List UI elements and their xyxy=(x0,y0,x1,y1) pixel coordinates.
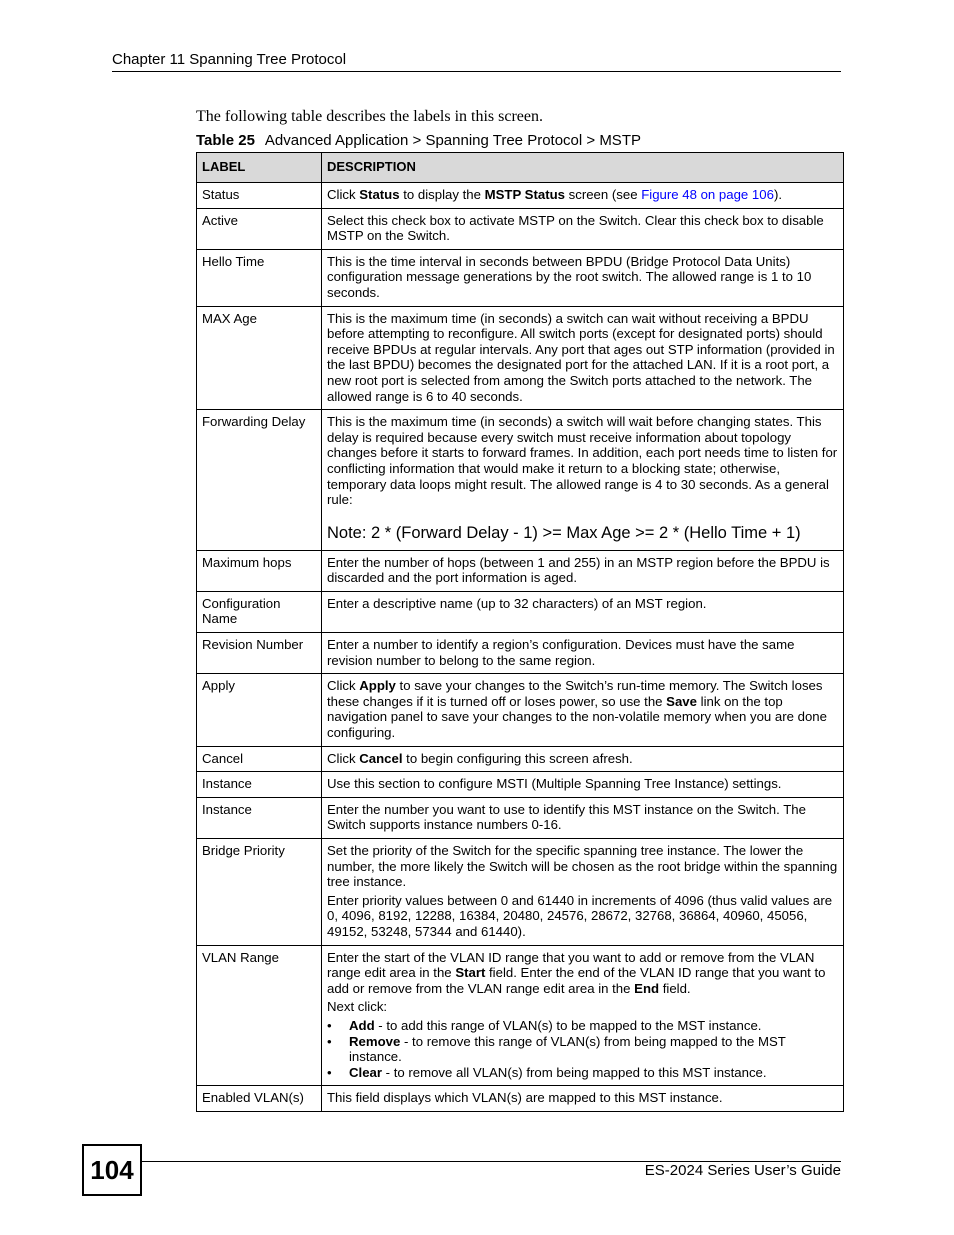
table-row xyxy=(197,945,844,1086)
row-label: Instance xyxy=(197,797,322,838)
row-description: This field displays which VLAN(s) are mapped to this MST instance. xyxy=(322,1086,844,1112)
list-item: • Add - to add this range of VLAN(s) to be mapped to the MST instance. xyxy=(327,1017,762,1033)
bullet-icon: • xyxy=(327,1064,332,1080)
table-row xyxy=(197,410,844,551)
row-description: Select this check box to activate MSTP on the Switch. Clear this check box to disable MSTP on the Switch. xyxy=(322,208,844,249)
row-description: This is the maximum time (in seconds) a switch can wait without receiving a BPDU before attempting to reconfigure. All switch ports (except for designated ports) should receive BPDUs at regular intervals. Any port that ages out STP information (provided in the last BPDU) becomes the designated port for the attached LAN. If it is a root port, a new root port is selected from among the Switch ports attached to the network. The allowed range is 6 to 40 seconds. xyxy=(322,306,844,410)
row-description: Enter the start of the VLAN ID range that you want to add or remove from the VLAN range edit area in the Start field. Enter the end of the VLAN ID range that you want to add or remove from the VLAN range edit area in the End field. Next click: • Add - to add this range of VLAN(s) to be mapped to the MST instance. • Remove - to remove this range of VLAN(s) from being mapped to the MST instance. • Clear - to remove all VLAN(s) from being mapped to this MST instance. xyxy=(322,945,844,1086)
row-description: Click Apply to save your changes to the Switch’s run-time memory. The Switch loses these changes if it is turned off or loses power, so use the Save link on the top navigation panel to save your changes to the non-volatile memory when you are done configuring. xyxy=(322,674,844,746)
row-label: Configuration Name xyxy=(197,591,322,632)
row-description: Click Cancel to begin configuring this screen afresh. xyxy=(322,746,844,772)
label-column-header: LABEL xyxy=(197,153,322,183)
table-header-row xyxy=(197,153,844,183)
table-row xyxy=(197,746,844,772)
table-title: Advanced Application > Spanning Tree Protocol > MSTP xyxy=(264,132,641,149)
row-description: Enter the number of hops (between 1 and 255) in an MSTP region before the BPDU is discarded and the port information is aged. xyxy=(322,550,844,591)
row-label: Maximum hops xyxy=(197,550,322,591)
chapter-header: Chapter 11 Spanning Tree Protocol xyxy=(112,51,347,68)
row-label: VLAN Range xyxy=(197,945,322,1086)
row-description: Enter the number you want to use to identify this MST instance on the Switch. The Switch supports instance numbers 0-16. xyxy=(322,797,844,838)
intro-text: The following table describes the labels in this screen. xyxy=(196,108,544,125)
header-rule xyxy=(112,71,841,72)
row-description: Set the priority of the Switch for the specific spanning tree instance. The lower the number, the more likely the Switch will be chosen as the root bridge within the spanning tree instance. Enter priority values between 0 and 61440 in increments of 4096 (thus valid values are 0, 4096, 8192, 12288, 16384, 20480, 24576, 28672, 32768, 36864, 40960, 45056, 49152, 53248, 57344 and 61440). xyxy=(322,839,844,946)
table-row xyxy=(197,591,844,632)
row-label: Instance xyxy=(197,772,322,798)
table-row xyxy=(197,839,844,946)
row-description: Enter a number to identify a region’s configuration. Devices must have the same revision number to belong to the same region. xyxy=(322,633,844,674)
list-item: • Clear - to remove all VLAN(s) from being mapped to this MST instance. xyxy=(327,1064,767,1080)
table-row xyxy=(197,306,844,410)
forwarding-delay-text: This is the maximum time (in seconds) a switch will wait before changing states. This delay is required because every switch must receive information about topology changes before it starts to forward frames. In addition, each port needs time to listen for conflicting information that would make it return to a blocking state; otherwise, temporary data loops might result. The allowed range is 4 to 30 seconds. As a general rule: xyxy=(327,414,838,508)
table-row xyxy=(197,674,844,746)
table-number: Table 25 xyxy=(196,132,255,149)
figure-link[interactable]: Figure 48 on page 106 xyxy=(641,187,774,202)
table-row xyxy=(197,208,844,249)
row-description xyxy=(322,410,844,551)
row-label: Active xyxy=(197,208,322,249)
row-description: Click Status to display the MSTP Status screen (see Figure 48 on page 106). xyxy=(322,183,844,209)
table-row xyxy=(197,1086,844,1112)
table-row xyxy=(197,183,844,209)
row-description: This is the time interval in seconds between BPDU (Bridge Protocol Data Units) configuration message generations by the root switch. The allowed range is 1 to 10 seconds. xyxy=(322,249,844,306)
row-label: Enabled VLAN(s) xyxy=(197,1086,322,1112)
row-label: Cancel xyxy=(197,746,322,772)
labels-table xyxy=(196,152,844,1112)
row-label: Revision Number xyxy=(197,633,322,674)
row-label: Hello Time xyxy=(197,249,322,306)
guide-title: ES-2024 Series User’s Guide xyxy=(644,1162,841,1179)
table-row xyxy=(197,797,844,838)
row-label: MAX Age xyxy=(197,306,322,410)
table-row xyxy=(197,249,844,306)
description-column-header: DESCRIPTION xyxy=(322,153,844,183)
row-label: Apply xyxy=(197,674,322,746)
table-row xyxy=(197,633,844,674)
table-caption xyxy=(196,132,641,149)
row-label: Status xyxy=(197,183,322,209)
bullet-icon: • xyxy=(327,1033,332,1049)
vlan-action-list xyxy=(327,1018,838,1080)
row-description: Enter a descriptive name (up to 32 characters) of an MST region. xyxy=(322,591,844,632)
list-item: • Remove - to remove this range of VLAN(s) from being mapped to the MST instance. xyxy=(327,1033,786,1065)
table-row xyxy=(197,550,844,591)
bullet-icon: • xyxy=(327,1017,332,1033)
page-number: 104 xyxy=(82,1144,142,1196)
row-description: Use this section to configure MSTI (Multiple Spanning Tree Instance) settings. xyxy=(322,772,844,798)
row-label: Forwarding Delay xyxy=(197,410,322,551)
row-label: Bridge Priority xyxy=(197,839,322,946)
table-row xyxy=(197,772,844,798)
note-text: Note: 2 * (Forward Delay - 1) >= Max Age >= 2 * (Hello Time + 1) xyxy=(327,523,801,542)
